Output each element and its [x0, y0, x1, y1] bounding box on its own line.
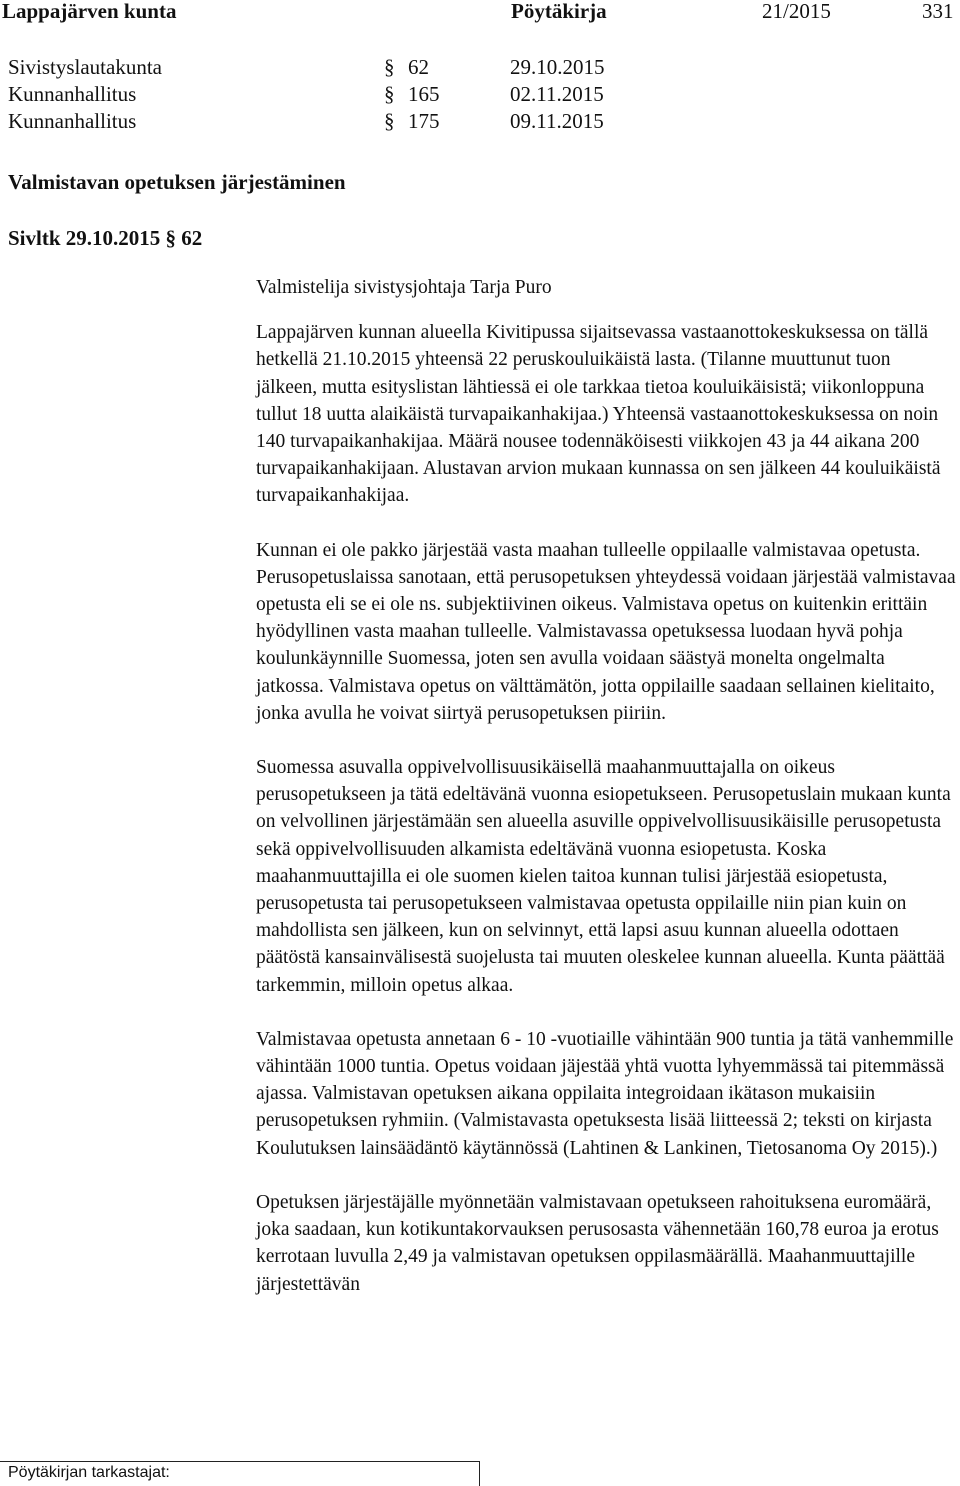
reference-row: [8, 81, 708, 108]
reference-body: Kunnanhallitus: [8, 109, 137, 133]
body-paragraph: Kunnan ei ole pakko järjestää vasta maahan tulleelle oppilaalle valmistavaa opetusta. Perusopetuslaissa sanotaan, että perusopetuksen yhteydessä voidaan järjestää valmistavaa opetusta eli se ei ole ns. subjektiivinen oikeus. Valmistava opetus on kuitenkin erittäin hyödyllinen vasta maahan tulleelle. Valmistavassa opetuksessa luodaan hyvä pohja koulunkäynnille Suomessa, joten sen avulla voidaan säästyä monelta ongelmalta jatkossa. Valmistava opetus on välttämätön, jotta oppilaille saadaan sellainen kielitaito, jonka avulla he voivat siirtyä perusopetuksen piiriin.: [256, 539, 956, 724]
reference-date: 29.10.2015: [510, 55, 605, 79]
document-type: Pöytäkirja: [511, 0, 607, 23]
body-paragraph: Suomessa asuvalla oppivelvollisuusikäisellä maahanmuuttajalla on oikeus perusopetukseen ja tätä edeltävänä vuonna esiopetukseen. Perusopetuslain mukaan kunta on velvollinen järjestämään sen alueella asuville oppivelvollisuusikäisille perusopetusta sekä oppivelvollisuuden alkamista edeltävänä vuonna esiopetusta. Koska maahanmuuttajilla ei ole suomen kielen taitoa kunnan tulisi järjestää esiopetusta, perusopetusta tai perusopetukseen valmistavaa opetusta oppilaille niin pian kuin on mahdollista sen jälkeen, kun on selvinnyt, että lapsi asuu kunnan alueella odottaen päätöstä kansainvälisestä suojelusta tai muuten oleskelee kunnan alueella. Kunta päättää tarkemmin, milloin opetus alkaa.: [256, 757, 951, 996]
page-header: [0, 0, 960, 22]
body-paragraph: Opetuksen järjestäjälle myönnetään valmistavaan opetukseen rahoituksena euromäärä, joka saadaan, kun kotikuntakorvauksen perusosasta vähennetään 160,78 euroa ja erotus kerrotaan luvulla 2,49 ja valmistavan opetuksen oppilasmäärällä. Maahanmuuttajille järjestettävän: [256, 1191, 939, 1295]
preparer-line: Valmistelija sivistysjohtaja Tarja Puro: [256, 277, 552, 298]
reference-number: 175: [408, 109, 440, 133]
document-body: [256, 274, 956, 1325]
reference-row: [8, 108, 708, 135]
section-symbol: §: [384, 82, 395, 106]
meeting-subtitle: Sivltk 29.10.2015 § 62: [8, 226, 203, 250]
section-symbol: §: [384, 109, 395, 133]
reference-number: 62: [408, 55, 429, 79]
reference-date: 02.11.2015: [510, 82, 604, 106]
references-list: [8, 54, 708, 135]
organization-name: Lappajärven kunta: [2, 0, 177, 23]
inspectors-footer: [0, 1461, 480, 1486]
reference-date: 09.11.2015: [510, 109, 604, 133]
reference-number: 165: [408, 82, 440, 106]
document-number: 21/2015: [762, 0, 831, 23]
section-title: Valmistavan opetuksen järjestäminen: [8, 170, 346, 194]
inspectors-label: Pöytäkirjan tarkastajat:: [8, 1464, 170, 1481]
body-paragraph: Valmistavaa opetusta annetaan 6 - 10 -vuotiaille vähintään 900 tuntia ja tätä vanhemmille vähintään 1000 tuntia. Opetus voidaan jäjestää yhtä vuotta lyhyemmässä tai pitemmässä ajassa. Valmistavan opetuksen aikana oppilaita integroidaan ikätason mukaisiin perusopetuksen ryhmiin. (Valmistavasta opetuksesta lisää liitteessä 2; teksti on kirjasta Koulutuksen lainsäädäntö käytännössä (Lahtinen & Lankinen, Tietosanoma Oy 2015).): [256, 1028, 954, 1159]
reference-row: [8, 54, 708, 81]
reference-body: Kunnanhallitus: [8, 82, 137, 106]
section-symbol: §: [384, 55, 395, 79]
page-number: 331: [922, 0, 954, 23]
reference-body: Sivistyslautakunta: [8, 55, 162, 79]
body-paragraph: Lappajärven kunnan alueella Kivitipussa sijaitsevassa vastaanottokeskuksessa on tällä hetkellä 21.10.2015 yhteensä 22 peruskouluikäistä lasta. (Tilanne muuttunut tuon jälkeen, mutta esityslistan lähtiessä ei ole tarkkaa tietoa kouluikäisistä; viikonloppuna tullut 18 uutta alaikäistä turvapaikanhakijaa.) Yhteensä vastaanottokeskuksessa on noin 140 turvapaikanhakijaa. Määrä nousee todennäköisesti viikkojen 43 ja 44 aikana 200 turvapaikanhakijaan. Alustavan arvion mukaan kunnassa on sen jälkeen 44 kouluikäistä turvapaikanhakijaa.: [256, 322, 941, 507]
